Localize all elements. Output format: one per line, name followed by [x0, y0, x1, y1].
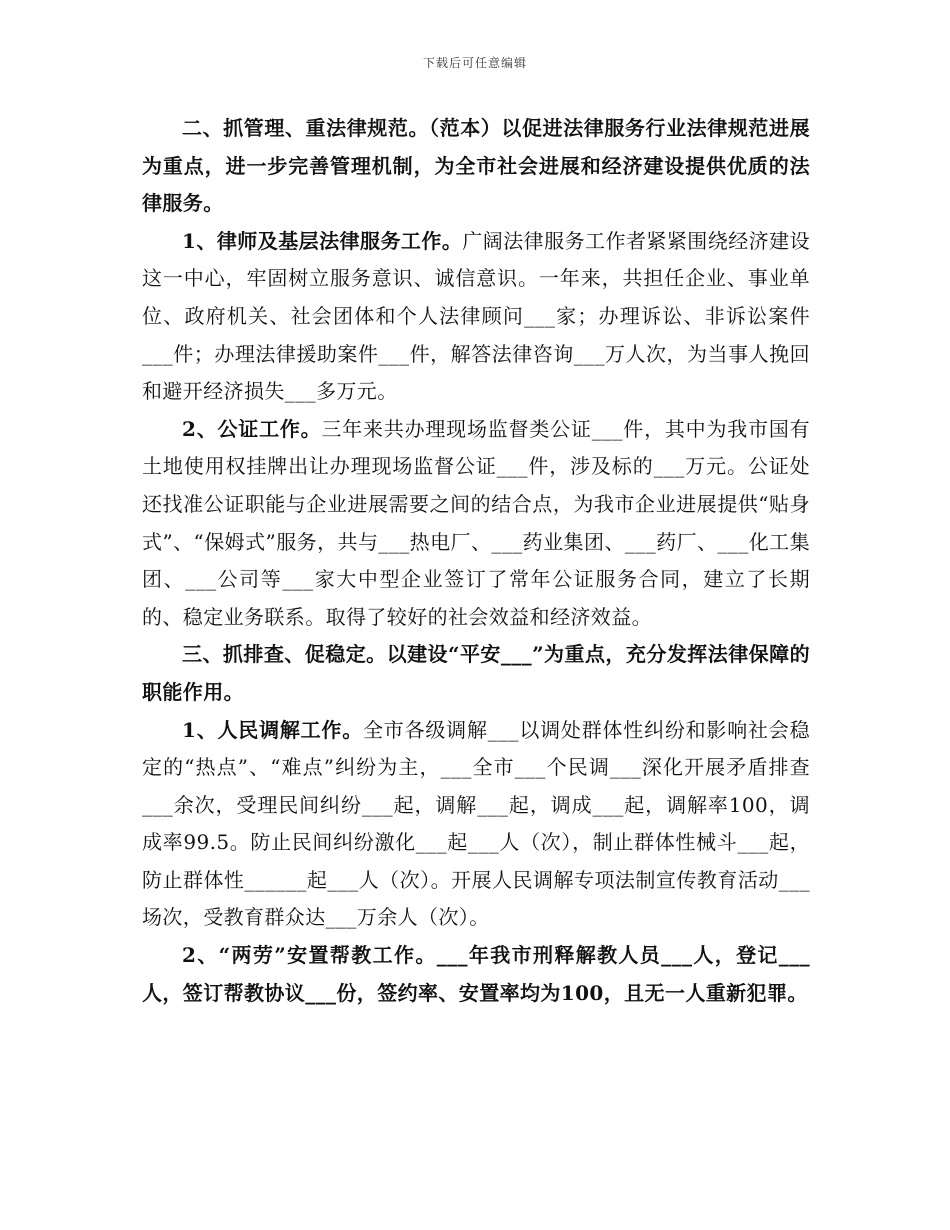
paragraph-3	[142, 411, 810, 637]
paragraph-3-lead: 2、公证工作。	[182, 416, 322, 441]
paragraph-1	[142, 110, 810, 223]
page-header: 下载后可任意编辑	[422, 56, 527, 70]
paragraph-5-text: 全市各级调解___以调处群体性纠纷和影响社会稳定的“热点”、“难点”纠纷为主，___全市___个民调___深化开展矛盾排查___余次，受理民间纠纷___起，调解___起，调成___起，调解率100，调成率99.5。防止民间纠纷激化___起___人（次），制止群体性械斗___起，防止群体性______起___人（次）。开展人民调解专项法制宣传教育活动___场次，受教育群众达___万余人（次）。	[142, 717, 810, 930]
paragraph-1-text: 二、抓管理、重法律规范。（范本）以促进法律服务行业法律规范进展为重点，进一步完善管理机制，为全市社会进展和经济建设提供优质的法律服务。	[142, 116, 810, 216]
paragraph-4-text: 三、抓排查、促稳定。以建设“平安___”为重点，充分发挥法律保障的职能作用。	[142, 642, 810, 704]
paragraph-6	[142, 937, 810, 1012]
paragraph-2	[142, 223, 810, 411]
paragraph-6-text: ___年我市刑释解教人员___人，登记___人，签订帮教协议___份，签约率、安置率均为100，且无一人重新犯罪。	[142, 943, 811, 1005]
paragraph-3-text: 三年来共办理现场监督类公证___件，其中为我市国有土地使用权挂牌出让办理现场监督公证___件，涉及标的___万元。公证处还找准公证职能与企业进展需要之间的结合点，为我市企业进展提供“贴身式”、“保姆式”服务，共与___热电厂、___药业集团、___药厂、___化工集团、___公司等___家大中型企业签订了常年公证服务合同，建立了长期的、稳定业务联系。取得了较好的社会效益和经济效益。	[142, 416, 811, 629]
document-body	[142, 110, 810, 1012]
paragraph-2-lead: 1、律师及基层法律服务工作。	[182, 228, 463, 253]
paragraph-4	[142, 636, 810, 711]
paragraph-5	[142, 712, 810, 938]
paragraph-6-lead: 2、“两劳”安置帮教工作。	[182, 943, 437, 968]
paragraph-2-text: 广阔法律服务工作者紧紧围绕经济建设这一中心，牢固树立服务意识、诚信意识。一年来，共担任企业、事业单位、政府机关、社会团体和个人法律顾问___家；办理诉讼、非诉讼案件___件；办理法律援助案件___件，解答法律咨询___万人次，为当事人挽回和避开经济损失___多万元。	[142, 228, 810, 404]
paragraph-5-lead: 1、人民调解工作。	[182, 717, 364, 742]
